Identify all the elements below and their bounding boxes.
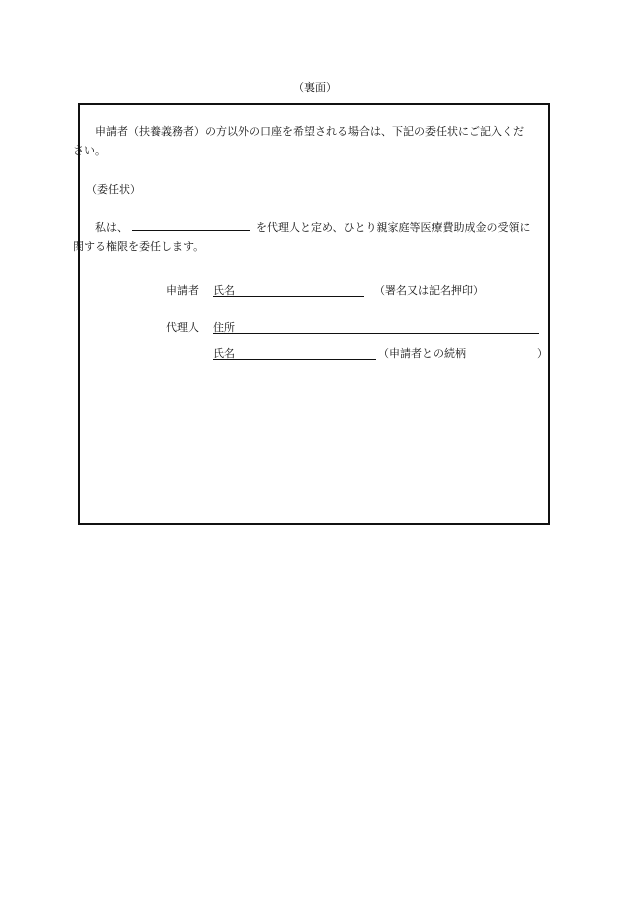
agent-address-field[interactable] [213, 333, 539, 334]
agent-role-label: 代理人 [166, 321, 199, 334]
statement-end: を代理人と定め、ひとり親家庭等医療費助成金の受領に [256, 221, 531, 234]
agent-name-blank[interactable] [132, 219, 250, 231]
intro-paragraph [73, 122, 548, 160]
relationship-close-paren: ） [537, 347, 548, 360]
statement-start: 私は、 [95, 221, 128, 234]
delegation-form-frame [78, 103, 550, 525]
intro-line-1: 申請者（扶養義務者）の方以外の口座を希望される場合は、下記の委任状にご記入くだ [95, 125, 524, 138]
delegation-statement [73, 218, 548, 256]
delegation-heading: （委任状） [86, 183, 141, 196]
agent-address-label: 住所 [213, 321, 235, 334]
statement-line-2: 関する権限を委任します。 [73, 240, 205, 253]
agent-name-label: 氏名 [213, 347, 235, 360]
intro-line-2: さい。 [73, 144, 106, 157]
applicant-name-label: 氏名 [213, 284, 235, 297]
agent-name-field[interactable] [213, 359, 376, 360]
page-heading: （裏面） [293, 81, 337, 94]
applicant-role-label: 申請者 [166, 284, 199, 297]
applicant-name-field[interactable] [213, 296, 364, 297]
relationship-label: （申請者との続柄 [378, 347, 466, 360]
signature-note: （署名又は記名押印） [374, 284, 484, 297]
